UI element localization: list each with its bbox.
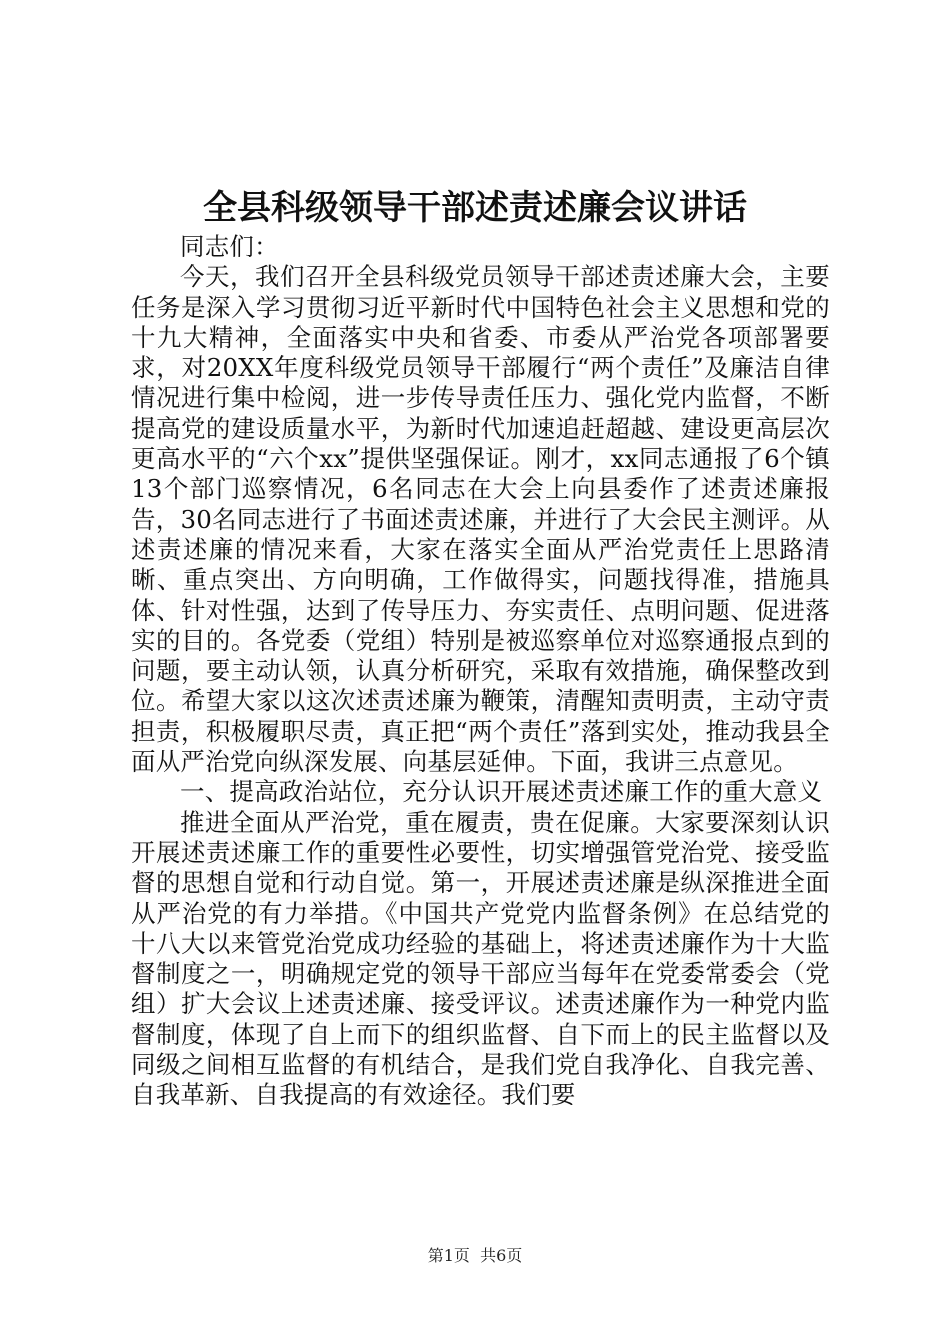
document-body [131,232,830,1111]
page-footer [0,1245,950,1267]
body-paragraph: 推进全面从严治党，重在履责，贵在促廉。大家要深刻认识开展述责述廉工作的重要性必要性，切实增强管党治党、接受监督的思想自觉和行动自觉。第一，开展述责述廉是纵深推进全面从严治党的有力举措。《中国共产党党内监督条例》在总结党的十八大以来管党治党成功经验的基础上，将述责述廉作为十大监督制度之一，明确规定党的领导干部应当每年在党委常委会（党组）扩大会议上述责述廉、接受评议。述责述廉作为一种党内监督制度，体现了自上而下的组织监督、自下而上的民主监督以及同级之间相互监督的有机结合，是我们党自我净化、自我完善、自我革新、自我提高的有效途径。我们要 [131,807,830,1110]
section-heading: 一、提高政治站位，充分认识开展述责述廉工作的重大意义 [180,777,823,807]
body-paragraph: 今天，我们召开全县科级党员领导干部述责述廉大会，主要任务是深入学习贯彻习近平新时代中国特色社会主义思想和党的十九大精神，全面落实中央和省委、市委从严治党各项部署要求，对20XX年度科级党员领导干部履行“两个责任”及廉洁自律情况进行集中检阅，进一步传导责任压力、强化党内监督，不断提高党的建设质量水平，为新时代加速追赶超越、建设更高层次更高水平的“六个xx”提供坚强保证。刚才，xx同志通报了6个镇13个部门巡察情况，6名同志在大会上向县委作了述责述廉报告，30名同志进行了书面述责述廉，并进行了大会民主测评。从述责述廉的情况来看，大家在落实全面从严治党责任上思路清晰、重点突出、方向明确，工作做得实，问题找得准，措施具体、针对性强，达到了传导压力、夯实责任、点明问题、促进落实的目的。各党委（党组）特别是被巡察单位对巡察通报点到的问题，要主动认领，认真分析研究，采取有效措施，确保整改到位。希望大家以这次述责述廉为鞭策，清醒知责明责，主动守责担责，积极履职尽责，真正把“两个责任”落到实处，推动我县全面从严治党向纵深发展、向基层延伸。下面，我讲三点意见。 [131,262,830,777]
page-total: 共6页 [480,1246,523,1265]
salutation-paragraph: 同志们： [180,232,279,261]
page-number: 第1页 [427,1246,470,1265]
document-title: 全县科级领导干部述责述廉会议讲话 [203,188,747,228]
